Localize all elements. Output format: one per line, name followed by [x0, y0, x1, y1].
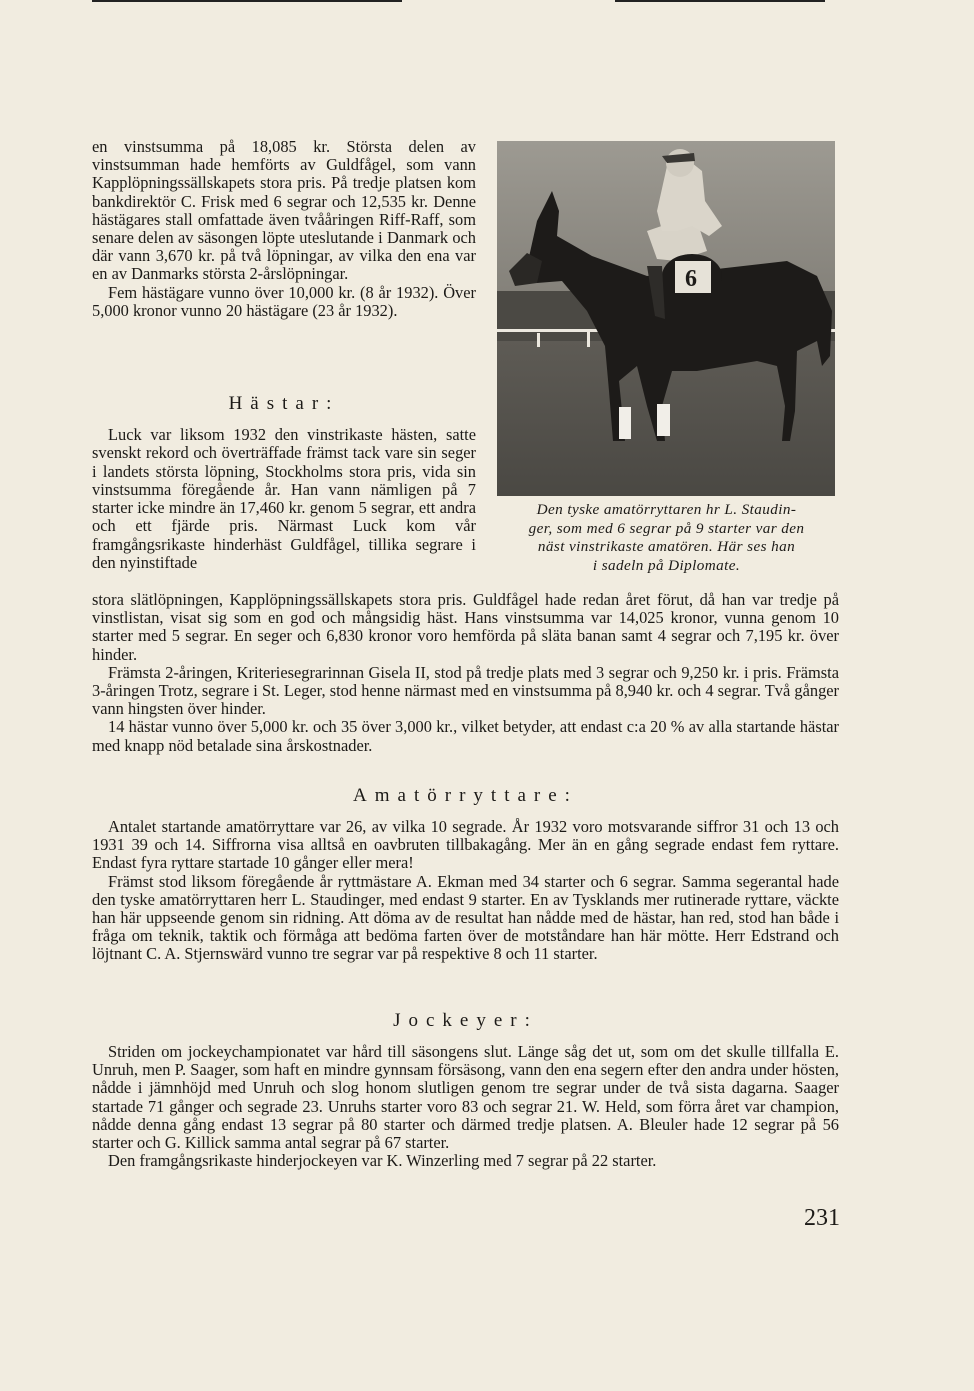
caption-line-1: Den tyske amatörryttaren hr L. Staudin- [536, 501, 797, 518]
intro-paragraph-1: en vinstsumma på 18,085 kr. Största delen av vinstsumman hade hemförts av Guldfågel, som vann Kapplöpningssällskapets stora pris. På tredje platsen kom bankdirektör C. Frisk med 6 segrar och 12,535 kr. Denne hästägares stall omfattade även tvååringen Riff-Raff, som senare delen av säsongen löpte uteslutande i Danmark och där vann 3,670 kr. på två löpningar, av vilka den ena var en av Danmarks största 2-årslöpningar. [92, 137, 476, 284]
caption-line-2: ger, som med 6 segrar på 9 starter var den [528, 519, 805, 537]
caption-line-3: näst vinstrikaste amatören. Här ses han [537, 538, 796, 556]
caption-line-4: i sadeln på Diplomate. [592, 556, 741, 574]
amatorryttare-paragraph-2: Främst stod liksom föregående år ryttmästare A. Ekman med 34 starter och 6 segrar. Samma segerantal hade den tyske amatörryttaren herr L. Staudinger, med endast 9 starter. En av Tysklands mer rutinerade ryttare, väckte han här uppseende genom sin ridning. Att döma av de resultat han nådde med de hästar, han red, stod han både i fråga om teknik, taktik och förmåga att bedöma farten över de motståndare han här mötte. Herr Edstrand och löjtnant C. A. Stjernswärd vunno tre segrar var på respektive 8 och 11 starter. [92, 871, 839, 964]
jockeyer-section [92, 1043, 839, 1170]
saddle-number-label: 6 [685, 266, 697, 292]
hastar-paragraph-1: Luck var liksom 1932 den vinstrikaste hästen, satte svenskt rekord och överträffade främst tack vare sin seger i landets största löpning, Stockholms stora pris, vida sin vinstsumma föregående år. Han vann nämligen på 7 starter icke mindre än 17,460 kr. genom 5 segrar, ett andra och ett fjärde pris. Närmast Luck kom vår framgångsrikaste hinderhäst Guldfågel, tillika segrare i den nyinstiftade [92, 425, 476, 573]
top-rule-right [615, 0, 825, 2]
hastar-continued [92, 591, 839, 755]
hastar-paragraph-3: 14 hästar vunno över 5,000 kr. och 35 över 3,000 kr., vilket betyder, att endast c:a 20 % av alla startande hästar med knapp nöd betalade sina årskostnader. [92, 717, 839, 755]
intro-paragraph-2: Fem hästägare vunno över 10,000 kr. (8 år 1932). Över 5,000 kronor vunno 20 hästägare (23 år 1932). [92, 282, 476, 320]
heading-hastar: Hästar: [228, 393, 340, 414]
horse-photo [497, 141, 835, 496]
page-number: 231 [804, 1205, 840, 1231]
horse-photo-image [497, 141, 835, 496]
photo-caption [494, 501, 839, 575]
jockeyer-paragraph-2: Den framgångsrikaste hinderjockeyen var K. Winzerling med 7 segrar på 22 starter. [108, 1151, 657, 1171]
amatorryttare-paragraph-1: Antalet startande amatörryttare var 26, av vilka 10 segrade. År 1932 voro motsvarande siffror 31 och 13 och 1931 39 och 14. Siffrorna visa alltså en oavbruten tillbakagång. Mer än en gång segrade endast fem ryttare. Endast fyra ryttare startade 10 gånger eller mera! [92, 817, 839, 873]
heading-amatorryttare: Amatörryttare: [353, 785, 578, 806]
heading-jockeyer: Jockeyer: [393, 1010, 538, 1031]
jockeyer-paragraph-1: Striden om jockeychampionatet var hård till säsongens slut. Länge såg det ut, som om det skulle tillfalla E. Unruh, men P. Saager, som haft en mindre gynnsam försäsong, vann den ena segern efter den andra under hösten, nådde i jämnhöjd med Unruh och slog honom slutligen genom tre segrar under de två sista dagarna. Saager startade 71 gånger och segrade 23. Unruhs starter voro 83 och segrar 21. W. Held, som förra året var champion, nådde denna gång endast 13 segrar på 80 starter och därmed tredje platsen. A. Bleuler hade 12 segrar på 56 starter och G. Killick samma antal segrar på 67 starter. [92, 1042, 839, 1153]
hastar-paragraph-2: Främsta 2-åringen, Kriteriesegrarinnan Gisela II, stod på tredje plats med 3 segrar och 9,250 kr. i pris. Främsta 3-åringen Trotz, segrare i St. Leger, stod henne närmast med en vinstsumma på 8,940 kr. och 4 segrar. Två gånger vann hingsten över hinder. [92, 662, 839, 719]
intro-text [92, 138, 476, 320]
top-rule-left [92, 0, 402, 2]
amatorryttare-section [92, 818, 839, 964]
hastar-paragraph-1-cont: stora slätlöpningen, Kapplöpningssällskapets stora pris. Guldfågel hade redan året förut, då han var tredje på vinstlistan, visat sig som en god och mångsidig häst. Hans vinstsumma var 14,025 kronor, vunna genom 10 starter med 5 segrar. En seger och 6,830 kronor voro hemförda på släta banan samt 4 segrar och 7,195 kr. över hinder. [92, 590, 839, 664]
